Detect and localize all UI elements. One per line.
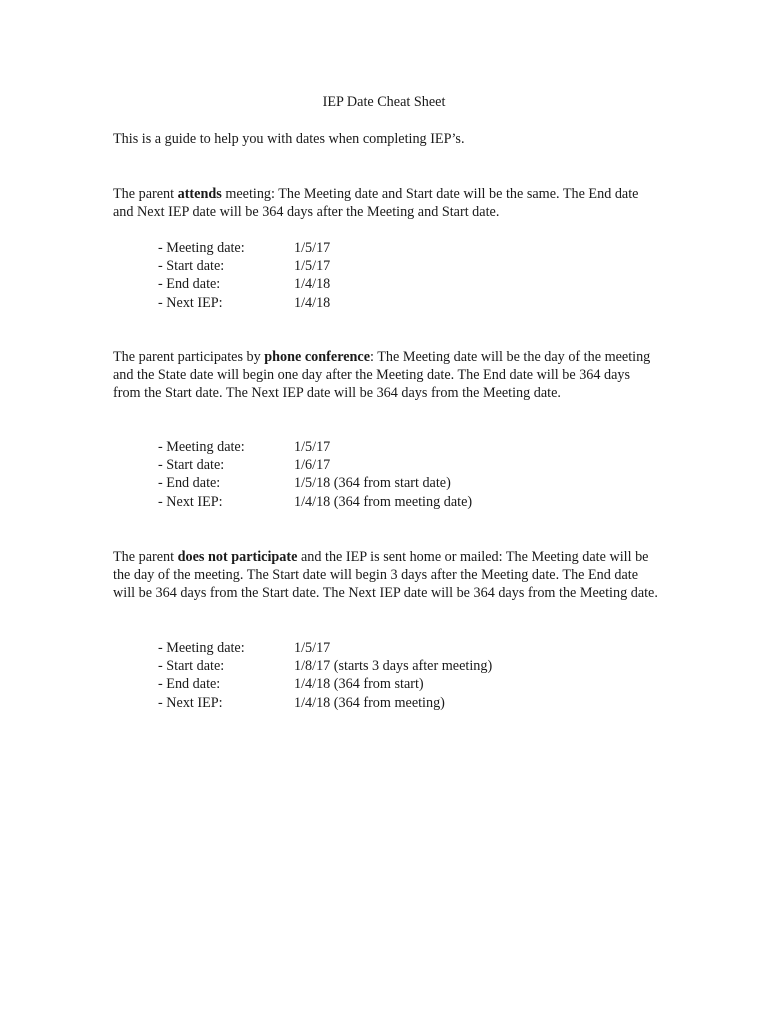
list-item xyxy=(158,474,472,492)
date-label: - Start date: xyxy=(158,658,225,675)
date-value: 1/4/18 (364 from start) xyxy=(294,676,424,693)
date-value: 1/4/18 (364 from meeting) xyxy=(294,694,445,711)
section-not-participate-paragraph xyxy=(113,548,658,603)
section-text-post: and the IEP is sent home or mailed: The Meeting date will be the day of the meeting. The Start date will begin 3 days after the Meeting date. The End date will be 364 days from the Start date. The Next IEP date will be 364 days from the Meeting date. xyxy=(113,549,658,602)
list-item xyxy=(158,239,330,257)
date-label: - Meeting date: xyxy=(158,640,245,656)
date-value: 1/4/18 xyxy=(294,294,331,311)
date-value: 1/5/17 xyxy=(294,240,331,256)
intro-paragraph: This is a guide to help you with dates when completing IEP’s. xyxy=(113,131,465,147)
list-item xyxy=(158,275,330,293)
section-phone-paragraph xyxy=(113,348,658,403)
date-value: 1/4/18 xyxy=(294,276,331,293)
date-label: - Meeting date: xyxy=(158,240,245,256)
date-label: - End date: xyxy=(158,676,221,693)
date-value: 1/4/18 (364 from meeting date) xyxy=(294,493,473,510)
section-text-pre: The parent xyxy=(113,549,178,565)
list-item xyxy=(158,657,492,675)
date-label: - Meeting date: xyxy=(158,439,245,455)
date-value: 1/8/17 (starts 3 days after meeting) xyxy=(294,658,493,675)
list-item xyxy=(158,456,472,474)
section-attends-paragraph xyxy=(113,185,658,221)
date-label: - End date: xyxy=(158,276,221,293)
date-label: - Next IEP: xyxy=(158,294,223,311)
list-item xyxy=(158,694,492,712)
section-keyword: phone conference xyxy=(264,349,371,365)
section-keyword: does not participate xyxy=(177,549,298,565)
list-item xyxy=(158,438,472,456)
section-not-participate-dates xyxy=(158,639,492,712)
date-value: 1/5/17 xyxy=(294,439,331,455)
date-value: 1/5/17 xyxy=(294,640,331,656)
date-label: - Start date: xyxy=(158,258,225,275)
section-text-pre: The parent xyxy=(113,186,178,202)
list-item xyxy=(158,294,330,312)
date-value: 1/5/17 xyxy=(294,258,331,275)
document-title: IEP Date Cheat Sheet xyxy=(322,94,446,110)
list-item xyxy=(158,257,330,275)
date-label: - Next IEP: xyxy=(158,493,223,510)
section-attends-dates xyxy=(158,239,330,312)
list-item xyxy=(158,639,492,657)
section-text-post: : The Meeting date will be the day of the meeting and the State date will begin one day after the Meeting date. The End date will be 364 days from the Start date. The Next IEP date will be 364 days from the Meeting date. xyxy=(113,349,651,402)
date-label: - Next IEP: xyxy=(158,694,223,711)
date-label: - Start date: xyxy=(158,457,225,474)
list-item xyxy=(158,493,472,511)
section-text-post: meeting: The Meeting date and Start date will be the same. The End date and Next IEP date will be 364 days after the Meeting and Start date. xyxy=(113,186,639,221)
list-item xyxy=(158,675,492,693)
section-phone-dates xyxy=(158,438,472,511)
section-text-pre: The parent participates by xyxy=(113,349,265,365)
date-value: 1/6/17 xyxy=(294,457,331,474)
section-keyword: attends xyxy=(177,186,222,202)
date-label: - End date: xyxy=(158,475,221,492)
date-value: 1/5/18 (364 from start date) xyxy=(294,475,451,492)
